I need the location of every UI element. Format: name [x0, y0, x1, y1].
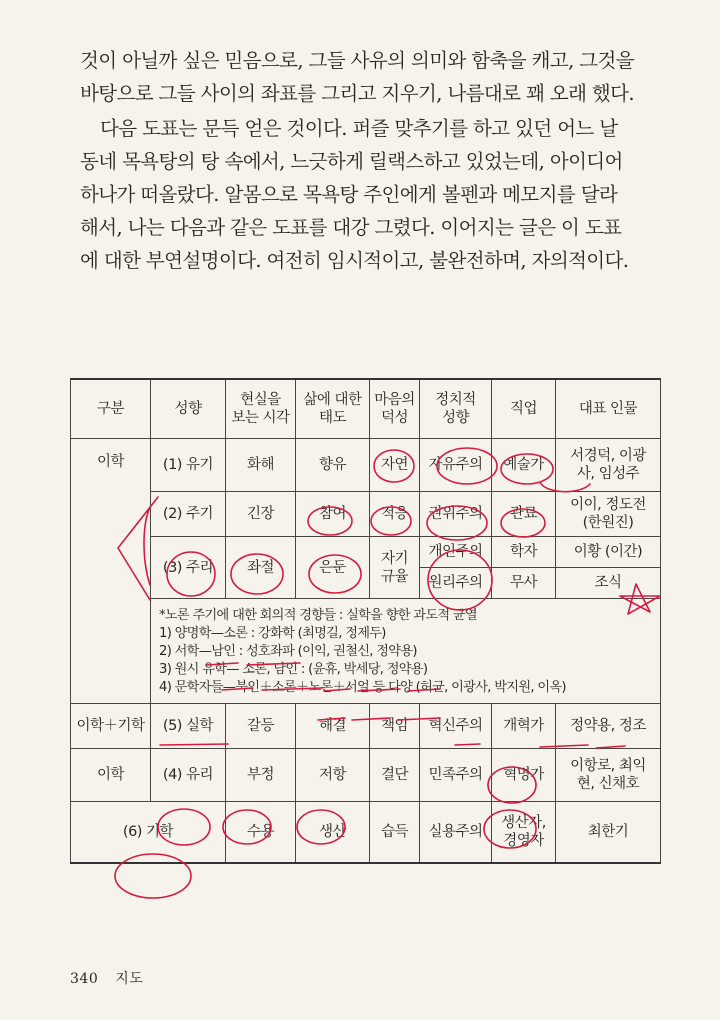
text-line: 다음 도표는 문득 얻은 것이다. 퍼즐 맞추기를 하고 있던 어느 날 [100, 117, 618, 140]
cell-tendency: (1) 유기 [151, 439, 226, 492]
cell-politics: 개인주의 [420, 537, 492, 568]
table-row [71, 439, 661, 492]
notes-item: 3) 원시 유학— 소론, 남인 : (윤휴, 박세당, 정약용) [159, 662, 428, 677]
classification-table [70, 378, 661, 864]
page-number: 340 [70, 971, 99, 987]
cell-job: 생산자, 경영자 [492, 802, 556, 864]
header-job: 직업 [492, 379, 556, 439]
chapter-title: 지도 [115, 971, 144, 987]
cell-view: 좌절 [226, 537, 296, 599]
cell-view: 화해 [226, 439, 296, 492]
text-line: 하나가 떠올랐다. 알몸으로 목욕탕 주인에게 볼펜과 메모지를 달라 [80, 183, 618, 206]
header-politics: 정치적 성향 [420, 379, 492, 439]
header-category: 구분 [71, 379, 151, 439]
paragraph-2 [80, 112, 652, 277]
category-ihak: 이학 [71, 439, 151, 704]
cell-people: 이황 (이간) [556, 537, 661, 568]
classification-table-container [70, 378, 660, 864]
notes-item: 2) 서학—남인 : 성호좌파 (이익, 권철신, 정약용) [159, 644, 417, 659]
text-line: 에 대한 부연설명이다. 여전히 임시적이고, 불완전하며, 자의적이다. [80, 249, 629, 272]
cell-tendency: (5) 실학 [151, 704, 226, 749]
table-row [71, 802, 661, 864]
cell-tendency: (4) 유리 [151, 749, 226, 802]
table-row [71, 537, 661, 568]
cell-job: 관료 [492, 492, 556, 537]
cell-people: 이항로, 최익 현, 신채호 [556, 749, 661, 802]
text-line: 동네 목욕탕의 탕 속에서, 느긋하게 릴랙스하고 있었는데, 아이디어 [80, 150, 623, 173]
cell-people: 서경덕, 이광 사, 임성주 [556, 439, 661, 492]
cell-virtue: 책임 [370, 704, 420, 749]
cell-job: 혁명가 [492, 749, 556, 802]
cell-attitude: 참여 [296, 492, 370, 537]
cell-people: 이이, 정도전 (한원진) [556, 492, 661, 537]
notes-heading: *노론 주기에 대한 회의적 경향들 : 실학을 향한 과도적 균열 [159, 608, 477, 623]
cell-view: 수용 [226, 802, 296, 864]
text-line: 바탕으로 그들 사이의 좌표를 그리고 지우기, 나름대로 꽤 오래 했다. [80, 82, 634, 105]
text-line: 것이 아닐까 싶은 믿음으로, 그들 사유의 의미와 함축을 캐고, 그것을 [80, 49, 634, 72]
notes-item: 1) 양명학—소론 : 강화학 (최명길, 정제두) [159, 626, 386, 641]
cell-politics: 민족주의 [420, 749, 492, 802]
cell-tendency: (3) 주리 [151, 537, 226, 599]
cell-virtue: 적응 [370, 492, 420, 537]
cell-tendency: (6) 기학 [71, 802, 226, 864]
header-view: 현실을 보는 시각 [226, 379, 296, 439]
cell-politics: 권위주의 [420, 492, 492, 537]
notes-cell [151, 599, 661, 704]
header-attitude: 삶에 대한 태도 [296, 379, 370, 439]
cell-view: 갈등 [226, 704, 296, 749]
table-header-row [71, 379, 661, 439]
table-row [71, 492, 661, 537]
cell-view: 부정 [226, 749, 296, 802]
cell-politics: 실용주의 [420, 802, 492, 864]
cell-view: 긴장 [226, 492, 296, 537]
cell-job: 학자 [492, 537, 556, 568]
cell-attitude: 저항 [296, 749, 370, 802]
cell-people: 정약용, 정조 [556, 704, 661, 749]
cell-attitude: 해결 [296, 704, 370, 749]
page-footer [70, 968, 155, 988]
text-line: 해서, 나는 다음과 같은 도표를 대강 그렸다. 이어지는 글은 이 도표 [80, 216, 622, 239]
category-ihak-gihak: 이학＋기학 [71, 704, 151, 749]
cell-attitude: 은둔 [296, 537, 370, 599]
cell-people: 최한기 [556, 802, 661, 864]
cell-job: 무사 [492, 568, 556, 599]
paragraph-1 [80, 44, 652, 110]
cell-virtue: 자기 규율 [370, 537, 420, 599]
category-ihak: 이학 [71, 749, 151, 802]
table-row [71, 749, 661, 802]
cell-politics: 자유주의 [420, 439, 492, 492]
header-virtue: 마음의 덕성 [370, 379, 420, 439]
header-people: 대표 인물 [556, 379, 661, 439]
cell-virtue: 결단 [370, 749, 420, 802]
cell-politics: 혁신주의 [420, 704, 492, 749]
cell-politics: 원리주의 [420, 568, 492, 599]
cell-virtue: 자연 [370, 439, 420, 492]
table-row [71, 704, 661, 749]
cell-job: 예술가 [492, 439, 556, 492]
table-notes-row [71, 599, 661, 704]
cell-people: 조식 [556, 568, 661, 599]
header-tendency: 성향 [151, 379, 226, 439]
cell-virtue: 습득 [370, 802, 420, 864]
cell-attitude: 향유 [296, 439, 370, 492]
notes-item: 4) 문학자들—북인＋소론＋노론＋서얼 등 다양 (허균, 이광사, 박지원, 이옥) [159, 680, 566, 695]
cell-attitude: 생산 [296, 802, 370, 864]
cell-job: 개혁가 [492, 704, 556, 749]
cell-tendency: (2) 주기 [151, 492, 226, 537]
